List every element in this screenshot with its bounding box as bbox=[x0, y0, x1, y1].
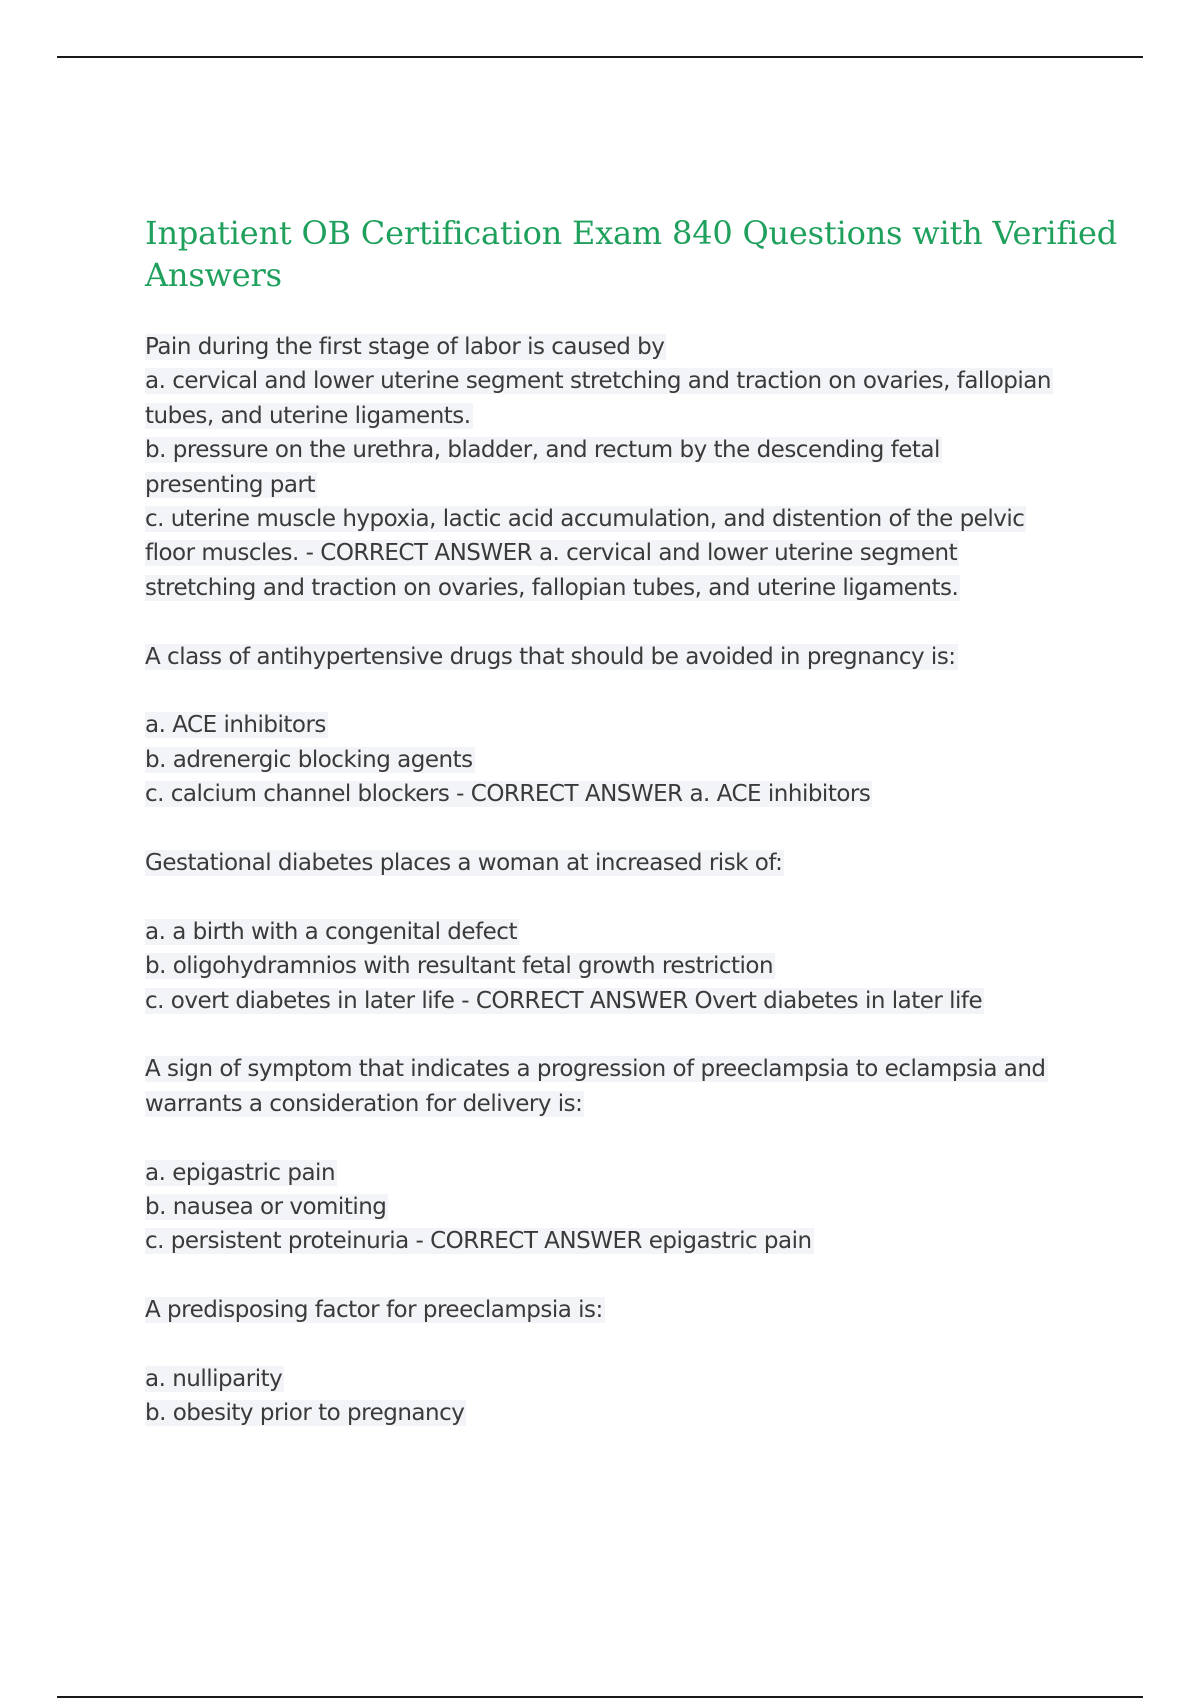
question-text: A predisposing factor for preeclampsia is: bbox=[145, 1297, 603, 1324]
question-block-5 bbox=[145, 1293, 1095, 1431]
answer-option: b. obesity prior to pregnancy bbox=[145, 1400, 465, 1427]
question-block-2 bbox=[145, 640, 1095, 846]
answer-option: a. cervical and lower uterine segment stretching and traction on ovaries, fallopian bbox=[145, 368, 1051, 395]
answer-option: a. ACE inhibitors bbox=[145, 712, 326, 739]
title-line: Inpatient OB Certification Exam 840 Questions with Verified bbox=[145, 214, 1118, 252]
question-block-4 bbox=[145, 1052, 1095, 1293]
document-title bbox=[145, 212, 1118, 296]
correct-answer: stretching and traction on ovaries, fallopian tubes, and uterine ligaments. bbox=[145, 574, 959, 601]
correct-answer: c. calcium channel blockers - CORRECT ANSWER a. ACE inhibitors bbox=[145, 781, 871, 808]
answer-option: b. adrenergic blocking agents bbox=[145, 746, 473, 773]
question-text: warrants a consideration for delivery is: bbox=[145, 1090, 583, 1117]
answer-option: b. pressure on the urethra, bladder, and rectum by the descending fetal bbox=[145, 437, 940, 464]
document-content bbox=[145, 212, 1118, 1431]
correct-answer: floor muscles. - CORRECT ANSWER a. cervical and lower uterine segment bbox=[145, 540, 958, 567]
correct-answer: c. persistent proteinuria - CORRECT ANSWER epigastric pain bbox=[145, 1228, 812, 1255]
question-text: Pain during the first stage of labor is caused by bbox=[145, 334, 665, 360]
answer-option: a. a birth with a congenital defect bbox=[145, 918, 517, 945]
answer-option: b. nausea or vomiting bbox=[145, 1194, 387, 1221]
question-text: Gestational diabetes places a woman at increased risk of: bbox=[145, 850, 783, 877]
question-block-1 bbox=[145, 330, 1095, 640]
correct-answer: c. overt diabetes in later life - CORRECT ANSWER Overt diabetes in later life bbox=[145, 987, 983, 1014]
question-text: A class of antihypertensive drugs that should be avoided in pregnancy is: bbox=[145, 643, 956, 670]
answer-option: tubes, and uterine ligaments. bbox=[145, 402, 471, 429]
title-line: Answers bbox=[145, 256, 282, 294]
answer-option: presenting part bbox=[145, 471, 315, 498]
answer-option: a. epigastric pain bbox=[145, 1159, 336, 1186]
question-block-3 bbox=[145, 846, 1095, 1052]
answer-option: a. nulliparity bbox=[145, 1366, 283, 1393]
answer-option: c. uterine muscle hypoxia, lactic acid accumulation, and distention of the pelvic bbox=[145, 506, 1025, 533]
answer-option: b. oligohydramnios with resultant fetal growth restriction bbox=[145, 953, 774, 980]
footer-rule bbox=[57, 1696, 1143, 1698]
header-rule bbox=[57, 56, 1143, 58]
question-text: A sign of symptom that indicates a progression of preeclampsia to eclampsia and bbox=[145, 1056, 1046, 1083]
